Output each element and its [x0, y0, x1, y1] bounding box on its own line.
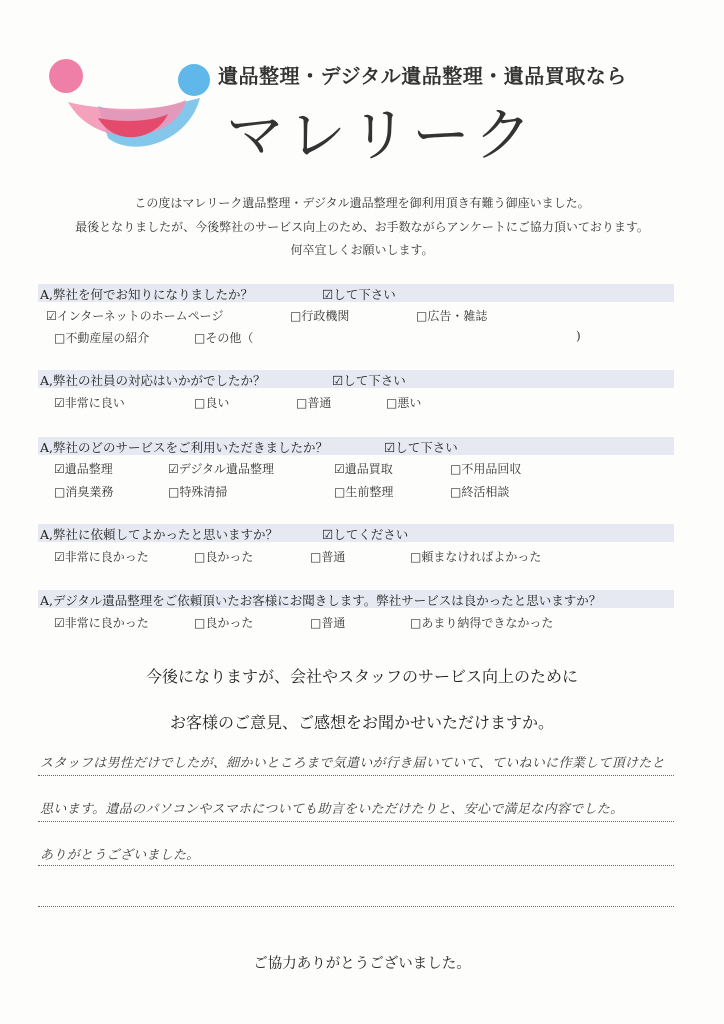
- comment-line-2: 思います。遺品のパソコンやスマホについても助言をいただけたりと、安心で満足な内容でした。: [40, 802, 624, 817]
- q2-option-very-good[interactable]: ☑非常に良い: [54, 396, 125, 410]
- question-1: A,弊社を何でお知りになりましたか？: [40, 287, 254, 302]
- q4-option-very-good[interactable]: ☑非常に良かった: [54, 550, 149, 564]
- q2-option-good[interactable]: □良い: [194, 396, 230, 410]
- comment-line-3: ありがとうございました。: [40, 848, 200, 863]
- logo-mark: [38, 58, 218, 158]
- q3-option-special-cleaning[interactable]: □特殊清掃: [168, 485, 228, 499]
- intro-line-1: この度はマレリーク遺品整理・デジタル遺品整理を御利用頂き有難う御座いました。: [134, 196, 590, 210]
- q1-option-internet[interactable]: ☑インターネットのホームページ: [46, 309, 224, 323]
- logo-pink-dot: [49, 59, 83, 93]
- q4-option-normal[interactable]: □普通: [310, 550, 346, 564]
- question-1-hint: ☑して下さい: [322, 287, 396, 302]
- comment-rule-4: [38, 906, 674, 907]
- intro-line-3: 何卒宜しくお願いします。: [290, 243, 434, 257]
- logo-blue-dot: [178, 64, 210, 96]
- question-3: A,弊社のどのサービスをご利用いただきましたか？: [40, 440, 329, 455]
- q4-option-regret[interactable]: □頼まなければよかった: [410, 550, 542, 564]
- q5-option-unsatisfied[interactable]: □あまり納得できなかった: [410, 616, 554, 630]
- q1-option-real-estate[interactable]: □不動産屋の紹介: [54, 331, 150, 345]
- q3-option-deodorize[interactable]: □消臭業務: [54, 485, 114, 499]
- feedback-prompt-1: 今後になりますが、会社やスタッフのサービス向上のために: [145, 667, 578, 686]
- q5-option-very-good[interactable]: ☑非常に良かった: [54, 616, 149, 630]
- question-2-hint: ☑して下さい: [332, 373, 406, 388]
- q3-option-buyback[interactable]: ☑遺品買取: [334, 462, 393, 476]
- closing-thanks: ご協力ありがとうございました。: [253, 956, 471, 972]
- q1-option-government[interactable]: □行政機関: [290, 309, 350, 323]
- q5-option-normal[interactable]: □普通: [310, 616, 346, 630]
- q2-option-normal[interactable]: □普通: [296, 396, 332, 410]
- intro-line-2: 最後となりましたが、今後弊社のサービス向上のため、お手数ながらアンケートにご協力頂いております。: [75, 220, 649, 234]
- tagline: 遺品整理・デジタル遺品整理・遺品買取なら: [218, 64, 627, 88]
- q3-option-pre-death-cleanup[interactable]: □生前整理: [334, 485, 394, 499]
- q2-option-bad[interactable]: □悪い: [386, 396, 422, 410]
- question-2: A,弊社の社員の対応はいかがでしたか？: [40, 373, 266, 388]
- q5-option-good[interactable]: □良かった: [194, 616, 254, 630]
- q3-option-end-of-life-consult[interactable]: □終活相談: [450, 485, 510, 499]
- q1-option-advertising[interactable]: □広告・雑誌: [416, 309, 488, 323]
- q1-option-other-close: ): [576, 329, 581, 343]
- comment-rule-1: [38, 775, 674, 776]
- question-4: A,弊社に依頼してよかったと思いますか？: [40, 527, 279, 542]
- q3-option-digital-cleanup[interactable]: ☑デジタル遺品整理: [168, 462, 275, 476]
- q1-option-other[interactable]: □その他（: [194, 331, 254, 345]
- comment-line-1: スタッフは男性だけでしたが、細かいところまで気遣いが行き届いていて、ていねいに作業して頂けたと: [40, 756, 665, 771]
- brand-name: マレリーク: [226, 101, 537, 169]
- comment-rule-3: [38, 865, 674, 866]
- question-3-hint: ☑して下さい: [384, 440, 458, 455]
- question-5: A,デジタル遺品整理をご依頼頂いたお客様にお聞きします。弊社サービスは良かったと思いますか？: [40, 593, 602, 608]
- q4-option-good[interactable]: □良かった: [194, 550, 254, 564]
- q3-option-estate-cleanup[interactable]: ☑遺品整理: [54, 462, 113, 476]
- feedback-prompt-2: お客様のご意見、ご感想をお聞かせいただけますか。: [169, 713, 554, 732]
- comment-rule-2: [38, 821, 674, 822]
- question-4-hint: ☑してください: [322, 527, 409, 542]
- q3-option-junk-collection[interactable]: □不用品回収: [450, 462, 522, 476]
